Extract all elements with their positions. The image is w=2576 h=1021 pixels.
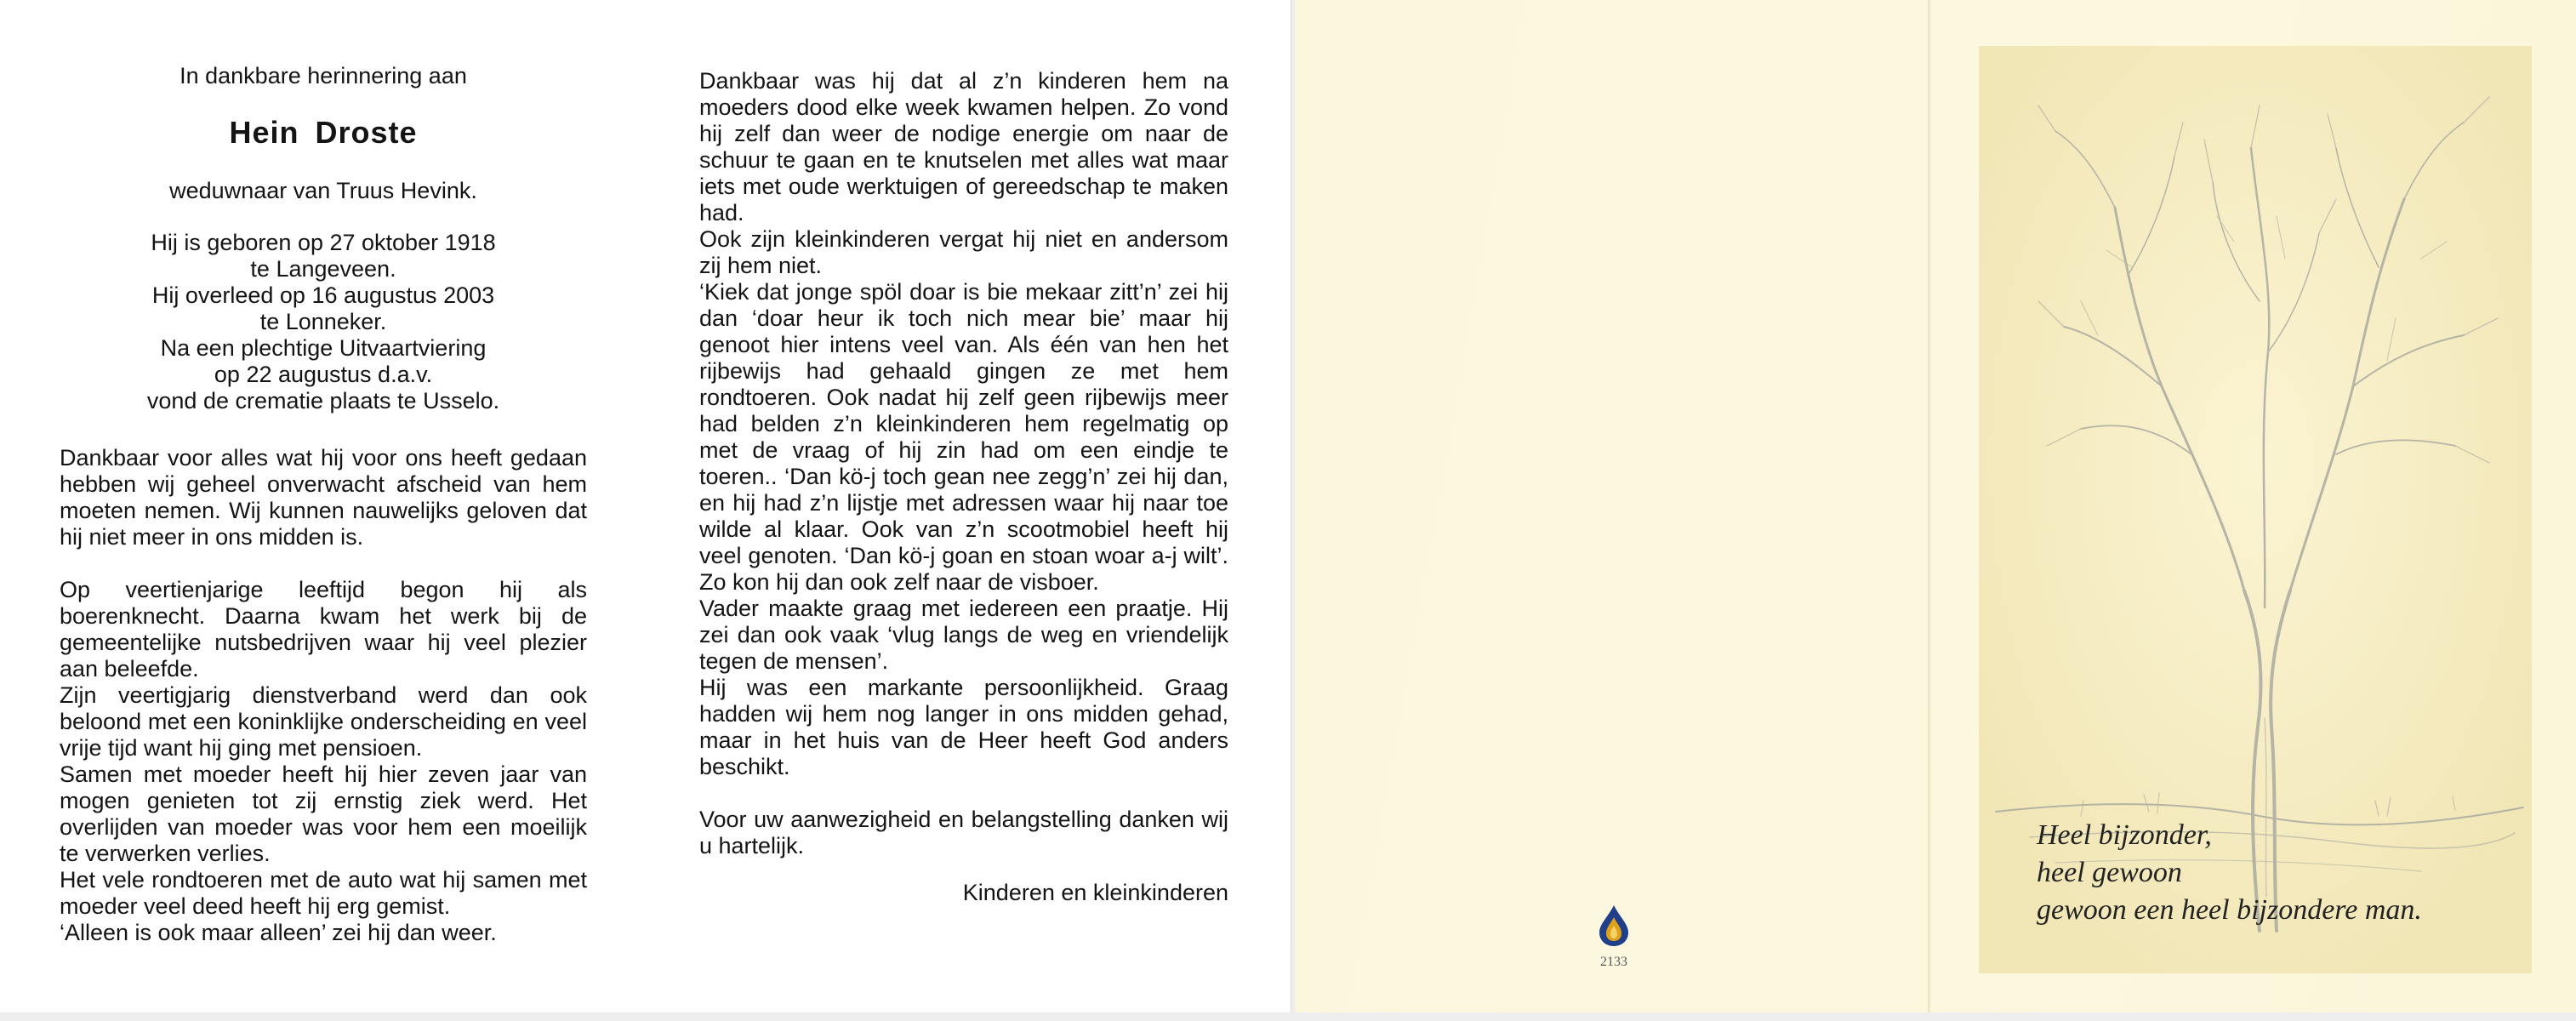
deceased-name: Hein Droste bbox=[229, 115, 418, 150]
thanks-paragraph: Voor uw aanwezigheid en belangstelling danken wij u hartelijk. bbox=[699, 807, 1228, 858]
paragraph: Het vele rondtoeren met de auto wat hij samen met moeder veel deed heeft hij erg gemist. bbox=[60, 867, 587, 919]
card-code: 2133 bbox=[1600, 955, 1627, 969]
left-column bbox=[60, 63, 587, 946]
paragraph: Vader maakte graag met iedereen een praatje. Hij zei dan ook vaak ‘vlug langs de weg en vriendelijk tegen de mensen’. bbox=[699, 596, 1228, 674]
cover-poem bbox=[2037, 817, 2422, 929]
paragraph: Hij was een markante persoonlijkheid. Graag hadden wij hem nog langer in ons midden gehad, maar in het huis van de Heer heeft God anders beschikt. bbox=[699, 675, 1228, 779]
bio-line: vond de crematie plaats te Usselo. bbox=[146, 388, 500, 414]
paragraph: ‘Kiek dat jonge spöl doar is bie mekaar zitt’n’ zei hij dan ‘doar heur ik toch nich mear bie’ maar hij genoot hier intens veel van. Als één van hen het rijbewijs had gehaald gingen ze met hem rondtoeren. Ook nadat hij zelf geen rijbewijs meer had belden z’n kleinkinderen hem regelmatig op met de vraag of hij zin had om een eindje te toeren.. ‘Dan kö-j toch gean nee zegg’n’ zei hij dan, en hij had z’n lijstje met adressen waar hij naar toe wilde al klaar. Ook van z’n scootmobiel heeft hij veel genoten. ‘Dan kö-j goan en stoan woar a-j wilt’. Zo kon hij dan ook zelf naar de visboer. bbox=[699, 279, 1228, 595]
bio-line: Hij is geboren op 27 oktober 1918 bbox=[151, 230, 496, 255]
bottom-edge bbox=[0, 1012, 2576, 1021]
right-column bbox=[699, 68, 1228, 906]
flame-drop-icon bbox=[1594, 902, 1633, 950]
poem-line: heel gewoon bbox=[2037, 857, 2182, 888]
paragraph: Dankbaar was hij dat al z’n kinderen hem na moeders dood elke week kwamen helpen. Zo vond hij zelf dan weer de nodige energie om naar de schuur te gaan en te knutselen met alles wat maar iets met oude werktuigen of gereedschap te maken had. bbox=[699, 68, 1228, 225]
bio-line: op 22 augustus d.a.v. bbox=[214, 362, 433, 387]
bio-line: te Lonneker. bbox=[259, 309, 387, 334]
bio-line: te Langeveen. bbox=[250, 256, 396, 282]
intro-line: In dankbare herinnering aan bbox=[180, 63, 467, 88]
biography-block bbox=[60, 230, 587, 414]
signature: Kinderen en kleinkinderen bbox=[962, 880, 1228, 905]
bio-line: Hij overleed op 16 augustus 2003 bbox=[151, 282, 495, 308]
cover-fold bbox=[1928, 0, 1930, 1021]
paragraph: Zijn veertigjarig dienstverband werd dan ook beloond met een koninklijke onderscheiding en veel vrije tijd want hij ging met pensioen. bbox=[60, 682, 587, 761]
poem-line: Heel bijzonder, bbox=[2037, 819, 2212, 851]
paragraph: ‘Alleen is ook maar alleen’ zei hij dan weer. bbox=[60, 920, 497, 945]
paragraph: Op veertienjarige leeftijd begon hij als boerenknecht. Daarna kwam het werk bij de gemeentelijke nutsbedrijven waar hij veel plezier aan beleefde. bbox=[60, 577, 587, 682]
bio-line: Na een plechtige Uitvaartviering bbox=[160, 335, 487, 361]
paragraph: Ook zijn kleinkinderen vergat hij niet en andersom zij hem niet. bbox=[699, 226, 1228, 278]
poem-line: gewoon een heel bijzondere man. bbox=[2037, 894, 2422, 926]
widower-line: weduwnaar van Truus Hevink. bbox=[169, 178, 477, 203]
memorial-card-inside bbox=[0, 0, 1291, 1014]
paragraph: Dankbaar voor alles wat hij voor ons heeft gedaan hebben wij geheel onverwacht afscheid van hem moeten nemen. Wij kunnen nauwelijks geloven dat hij niet meer in ons midden is. bbox=[60, 445, 587, 550]
paragraph: Samen met moeder heeft hij hier zeven jaar van mogen genieten tot zij ernstig ziek werd. Het overlijden van moeder was voor hem een moeilijk te verwerken verlies. bbox=[60, 761, 587, 866]
